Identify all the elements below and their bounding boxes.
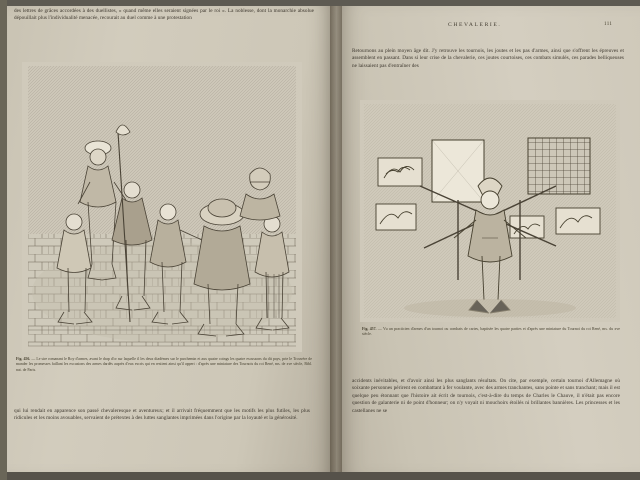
- right-page-top-paragraph: Retournons au plein moyen âge dit. J'y retrouve les tournois, les joutes et les pas d'armes, ainsi que s'offrent les épreuves et assemblent en passant. Dans si leur crise de la chevalerie, ces joutes courtoises, ces combats simulés, ces parades belliqueuses ne laissaient pas d'entraîner des: [352, 48, 624, 69]
- left-page-bottom-paragraph: qui lui rendait en apparence son passé chevaleresque et aventureux; et il arrivait fréquemment que les motifs les plus futiles, les plus ridicules et les moins avouables, servaient de prétextes à des luttes sanglantes imprimées dans l'origine par la loyauté et la générosité.: [14, 408, 310, 422]
- left-figure-caption: [16, 357, 312, 373]
- right-figure-caption: [362, 327, 620, 338]
- left-figure-label: Fig. 456.: [16, 357, 31, 361]
- right-page-bottom-paragraph: accidents inévitables, et d'avoir ainsi les plus sanglants résultats. On cite, par exemple, certain tournoi d'Allemagne où soixante personnes périrent en combattant à fer voulante, avec des armes tranchantes, sans pointe et sans tranchant; mais il est quelque peu étonnant que l'histoire ait écrit de tournois, c'est-à-dire du temps de Charles le Chauve, il n'était pas encore question de galanterie ni de point d'honneur; on n'y voyait ni mouchoirs étoilés ni brillantes bannières. Les princesses et les castellanes ne se: [352, 378, 620, 414]
- left-edge: [0, 0, 7, 480]
- running-head: CHEVALERIE.: [448, 22, 502, 28]
- left-figure-caption-text: — Le sire romanant le Roy d'armes, avant le drap d'or sur laquelle il les deux diadèmes sur le parchemin et aux quatre coings les quatre escussons du dit pays, prie le Trouvère de mander les promesses faillant les excusions des armes dardés auprès d'eux escris qui en restient ainsi qu'il appert : d'après une miniature des Tournois du roi René, ms. de xve siècle, Bibl. nat. de Paris.: [16, 357, 312, 372]
- herald-with-banners: [360, 100, 620, 322]
- book-gutter: [330, 0, 342, 480]
- right-figure-label: Fig. 457.: [362, 327, 377, 331]
- left-page-top-paragraph: des lettres de grâces accordées à des duellistes, « quand même elles seraient signées par le roi ». La noblesse, dont la monarchie absolue dépouillait plus l'individualité menacée, recourait au duel comme à une protestation: [14, 8, 314, 22]
- top-edge: [0, 0, 640, 6]
- right-figure-caption-text: — Vu un practicien d'armes d'un tournoi ou combats de cartes, baptisée les quatre parties et d'après une miniature du Tournoi du roi René, ms. du xve siècle.: [362, 327, 620, 337]
- page-folio: 111: [604, 22, 613, 27]
- tournoi-herald-scene: [22, 62, 302, 352]
- bottom-edge: [0, 472, 640, 480]
